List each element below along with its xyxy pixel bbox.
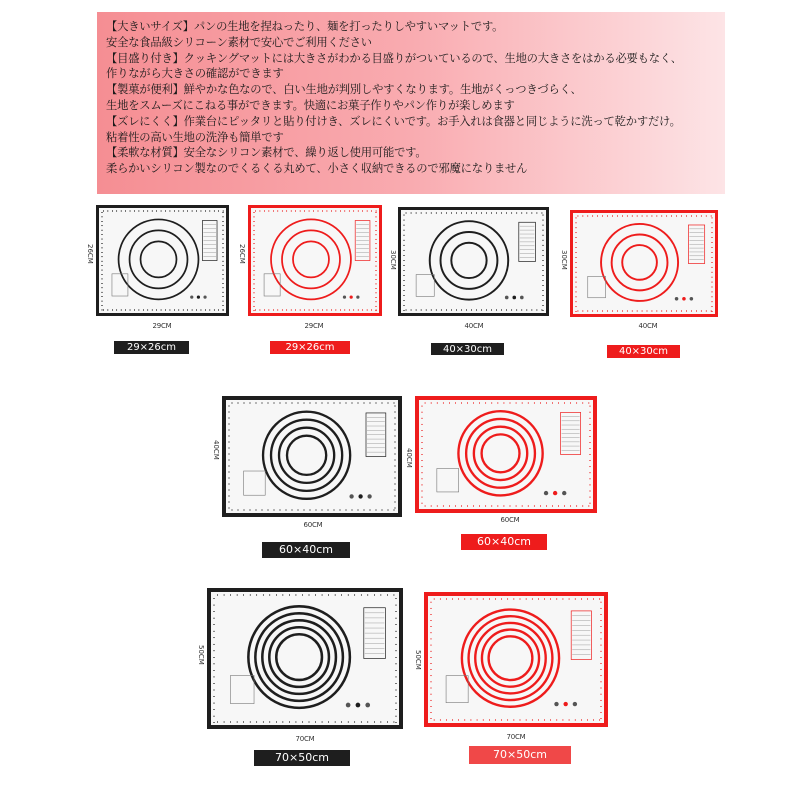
mat-height-label: 30CM	[389, 250, 397, 270]
care-icon	[675, 297, 679, 301]
description-line: 安全な食品級シリコーン素材で安心でご利用ください	[106, 35, 372, 49]
mat-drawing	[398, 207, 549, 316]
care-icon	[562, 491, 566, 495]
care-icon	[563, 702, 567, 706]
mat-drawing	[570, 210, 718, 317]
mat-60x40-red	[415, 396, 597, 513]
care-icon	[349, 494, 353, 498]
mat-width-label: 40CM	[464, 322, 484, 330]
description-line: 【大きいサイズ】パンの生地を捏ねったり、麺を打ったりしやすいマットです。	[106, 20, 504, 33]
mat-70x50-black	[207, 588, 403, 729]
mat-width-label: 29CM	[152, 322, 172, 330]
care-icon	[690, 297, 694, 301]
size-label-29x26-red: 29×26cm	[270, 341, 350, 354]
mat-drawing	[415, 396, 597, 513]
care-icon	[350, 296, 353, 299]
care-icon	[554, 702, 558, 706]
mat-height-label: 30CM	[560, 250, 568, 270]
mat-height-label: 40CM	[212, 440, 220, 460]
description-line: 粘着性の高い生地の洗浄も簡単です	[106, 130, 284, 144]
care-icon	[553, 491, 557, 495]
mat-width-label: 60CM	[303, 521, 323, 529]
mat-40x30-black	[398, 207, 549, 316]
care-icon	[512, 296, 516, 300]
care-icon	[682, 297, 686, 301]
mat-60x40-black	[222, 396, 402, 517]
mat-height-label: 40CM	[405, 448, 413, 468]
care-icon	[343, 296, 346, 299]
mat-drawing	[424, 592, 608, 727]
care-icon	[365, 703, 370, 708]
mat-70x50-red	[424, 592, 608, 727]
mat-height-label: 50CM	[197, 645, 205, 665]
mat-width-label: 60CM	[500, 516, 520, 524]
description-banner	[97, 12, 725, 194]
care-icon	[346, 703, 351, 708]
mat-drawing	[207, 588, 403, 729]
mat-height-label: 50CM	[414, 650, 422, 670]
mat-drawing	[96, 205, 229, 316]
care-icon	[203, 296, 206, 299]
description-line: 【ズレにくく】作業台にピッタリと貼り付けき、ズレにくいです。お手入れは食器と同じように洗って乾かすだけ。	[106, 114, 681, 128]
care-icon	[356, 703, 361, 708]
mat-29x26-red	[248, 205, 382, 316]
care-icon	[573, 702, 577, 706]
size-label-60x40-black: 60×40cm	[262, 542, 350, 558]
care-icon	[197, 296, 200, 299]
size-label-60x40-red: 60×40cm	[461, 534, 547, 550]
mat-height-label: 26CM	[86, 244, 94, 264]
size-label-40x30-red: 40×30cm	[607, 345, 680, 358]
size-label-70x50-red: 70×50cm	[469, 746, 571, 764]
care-icon	[358, 494, 362, 498]
description-line: 【製菓が便利】鮮やかな色なので、白い生地が判別しやすくなります。生地がくっつきづらく、	[106, 83, 582, 97]
mat-width-label: 29CM	[304, 322, 324, 330]
description-line: 柔らかいシリコン製なのでくるくる丸めて、小さく収納できるので邪魔になりません	[106, 162, 528, 176]
size-label-70x50-black: 70×50cm	[254, 750, 350, 766]
description-line: 【柔軟な材質】安全なシリコン素材で、繰り返し使用可能です。	[106, 146, 427, 160]
care-icon	[505, 296, 509, 300]
care-icon	[544, 491, 548, 495]
care-icon	[190, 296, 193, 299]
care-icon	[367, 494, 371, 498]
care-icon	[356, 296, 359, 299]
care-icon	[520, 296, 524, 300]
mat-40x30-red	[570, 210, 718, 317]
mat-29x26-black	[96, 205, 229, 316]
description-line: 生地をスムーズにこねる事ができます。快適にお菓子作りやパン作りが楽しめます	[106, 98, 515, 112]
size-label-40x30-black: 40×30cm	[431, 343, 504, 355]
mat-height-label: 26CM	[238, 244, 246, 264]
mat-drawing	[222, 396, 402, 517]
mat-width-label: 70CM	[506, 733, 526, 741]
description-line: 【目盛り付き】クッキングマットには大きさがわかる目盛りがついているので、生地の大きさをはかる必要もなく、	[106, 51, 682, 65]
mat-width-label: 40CM	[638, 322, 658, 330]
mat-drawing	[248, 205, 382, 316]
size-label-29x26-black: 29×26cm	[114, 341, 189, 354]
description-line: 作りながら大きさの確認ができます	[106, 67, 284, 81]
mat-width-label: 70CM	[295, 735, 315, 743]
